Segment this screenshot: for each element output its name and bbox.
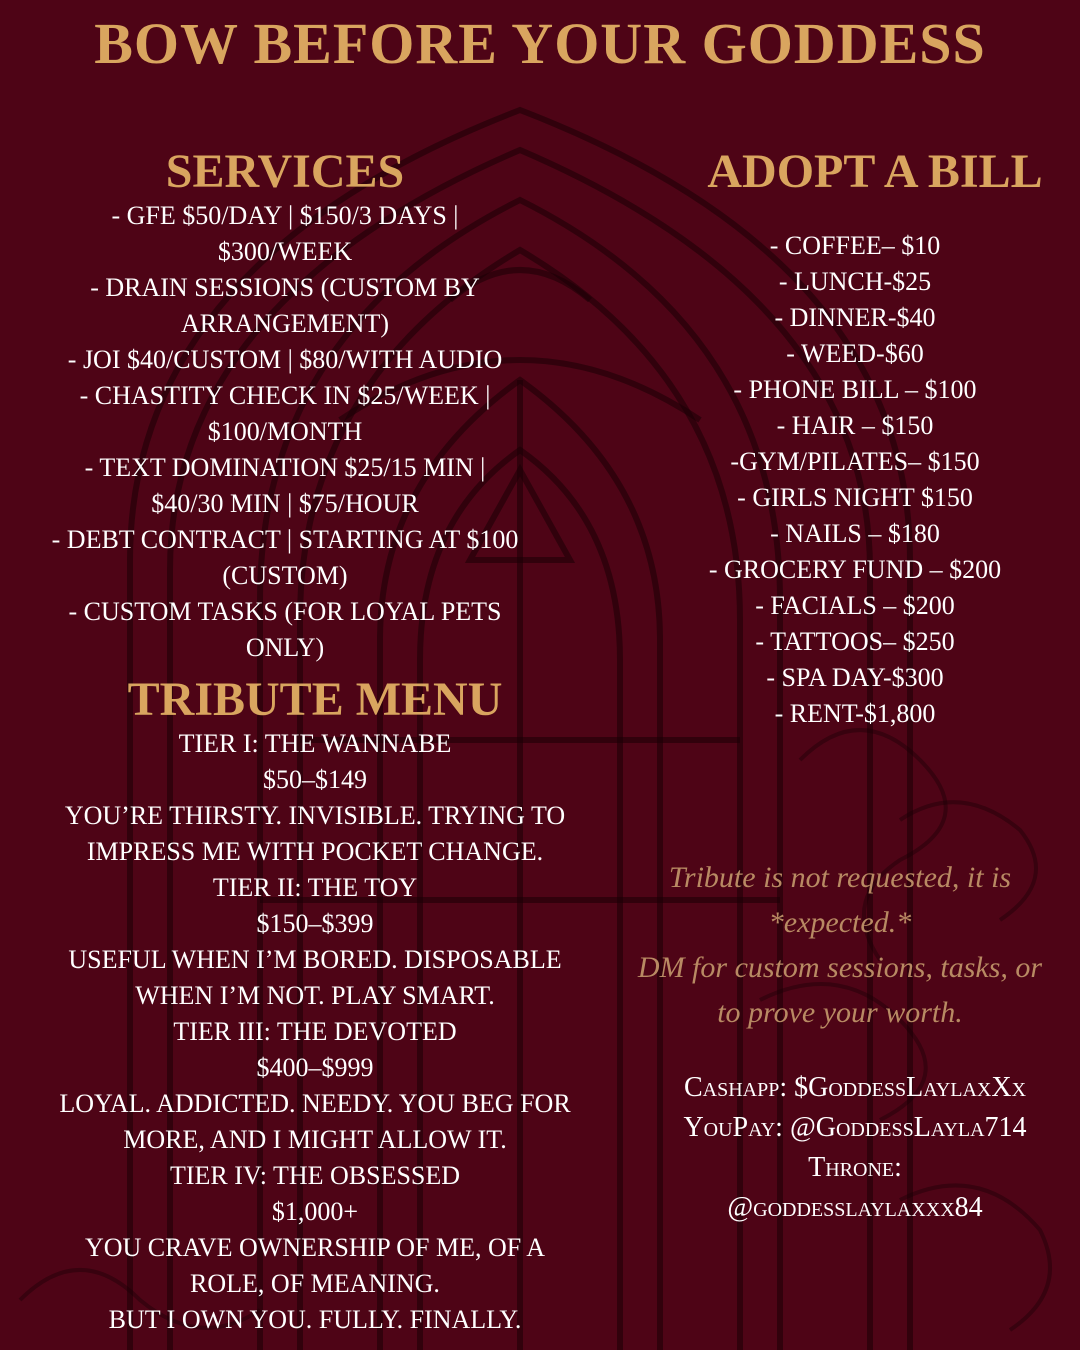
tribute-line: TIER I: THE WANNABE (178, 729, 452, 758)
services-line: $40/30 MIN | $75/HOUR (151, 489, 419, 518)
cashapp-handle: Cashapp: $GoddessLaylaxXx (683, 1072, 1027, 1103)
tribute-line: $400–$999 (256, 1053, 374, 1082)
services-line: - CHASTITY CHECK IN $25/WEEK | (79, 381, 491, 410)
services-line: - DEBT CONTRACT | STARTING AT $100 (51, 525, 519, 554)
tribute-line: TIER III: THE DEVOTED (173, 1017, 457, 1046)
throne-label: Throne: (808, 1152, 902, 1183)
quote-line: Tribute is not requested, it is (668, 861, 1012, 894)
bill-item: - FACIALS – $200 (755, 591, 955, 620)
bill-item: - GROCERY FUND – $200 (708, 555, 1002, 584)
page-title: BOW BEFORE YOUR GODDESS (94, 11, 986, 76)
services-line: - CUSTOM TASKS (FOR LOYAL PETS (68, 597, 502, 626)
services-line: ONLY) (245, 633, 325, 662)
quote-line: DM for custom sessions, tasks, or (637, 951, 1043, 984)
bill-item: - SPA DAY-$300 (766, 663, 944, 692)
bill-item: - HAIR – $150 (776, 411, 934, 440)
bill-item: - PHONE BILL – $100 (733, 375, 977, 404)
bill-item: -GYM/PILATES– $150 (730, 447, 980, 476)
services-line: - TEXT DOMINATION $25/15 MIN | (84, 453, 486, 482)
tribute-line: YOU CRAVE OWNERSHIP OF ME, OF A (84, 1233, 546, 1262)
bill-item: - NAILS – $180 (770, 519, 940, 548)
bill-item: - LUNCH-$25 (778, 267, 932, 296)
tribute-line: YOU’RE THIRSTY. INVISIBLE. TRYING TO (64, 801, 566, 830)
bill-item: - GIRLS NIGHT $150 (737, 483, 973, 512)
quote-line: *expected.* (768, 906, 912, 939)
tribute-line: IMPRESS ME WITH POCKET CHANGE. (86, 837, 544, 866)
tribute-line: $1,000+ (271, 1197, 359, 1226)
adopt-a-bill-list (650, 228, 1060, 732)
bill-item: - COFFEE– $10 (769, 231, 941, 260)
throne-handle: @goddesslaylaxxx84 (727, 1192, 983, 1223)
tribute-line: ROLE, OF MEANING. (190, 1269, 440, 1298)
tribute-line: WHEN I’M NOT. PLAY SMART. (135, 981, 495, 1010)
tribute-menu-heading: TRIBUTE MENU (127, 673, 503, 726)
services-line: - JOI $40/CUSTOM | $80/WITH AUDIO (67, 345, 503, 374)
tribute-line: TIER II: THE TOY (212, 873, 418, 902)
services-line: (CUSTOM) (222, 561, 348, 590)
tribute-line: BUT I OWN YOU. FULLY. FINALLY. (108, 1305, 522, 1334)
services-line: - DRAIN SESSIONS (CUSTOM BY (90, 273, 480, 302)
tribute-line: TIER IV: THE OBSESSED (169, 1161, 461, 1190)
bill-item: - WEED-$60 (786, 339, 924, 368)
services-heading: SERVICES (165, 145, 405, 198)
services-line: ARRANGEMENT) (181, 309, 389, 338)
tribute-line: LOYAL. ADDICTED. NEEDY. YOU BEG FOR (59, 1089, 571, 1118)
services-line: - GFE $50/DAY | $150/3 DAYS | (111, 201, 459, 230)
services-line: $100/MONTH (207, 417, 363, 446)
adopt-a-bill-heading: ADOPT A BILL (707, 145, 1043, 198)
tribute-line: MORE, AND I MIGHT ALLOW IT. (123, 1125, 507, 1154)
services-line: $300/WEEK (217, 237, 353, 266)
bill-item: - DINNER-$40 (774, 303, 936, 332)
tribute-menu-list (20, 726, 610, 1338)
tribute-line: $50–$149 (263, 765, 367, 794)
youpay-handle: YouPay: @GoddessLayla714 (683, 1112, 1027, 1143)
tribute-line: $150–$399 (256, 909, 374, 938)
tribute-quote (610, 855, 1070, 1035)
quote-line: to prove your worth. (717, 996, 963, 1029)
bill-item: - RENT-$1,800 (774, 699, 936, 728)
tribute-line: USEFUL WHEN I’M BORED. DISPOSABLE (68, 945, 562, 974)
services-list (0, 198, 570, 666)
bill-item: - TATTOOS– $250 (755, 627, 955, 656)
payment-handles (630, 1068, 1080, 1228)
